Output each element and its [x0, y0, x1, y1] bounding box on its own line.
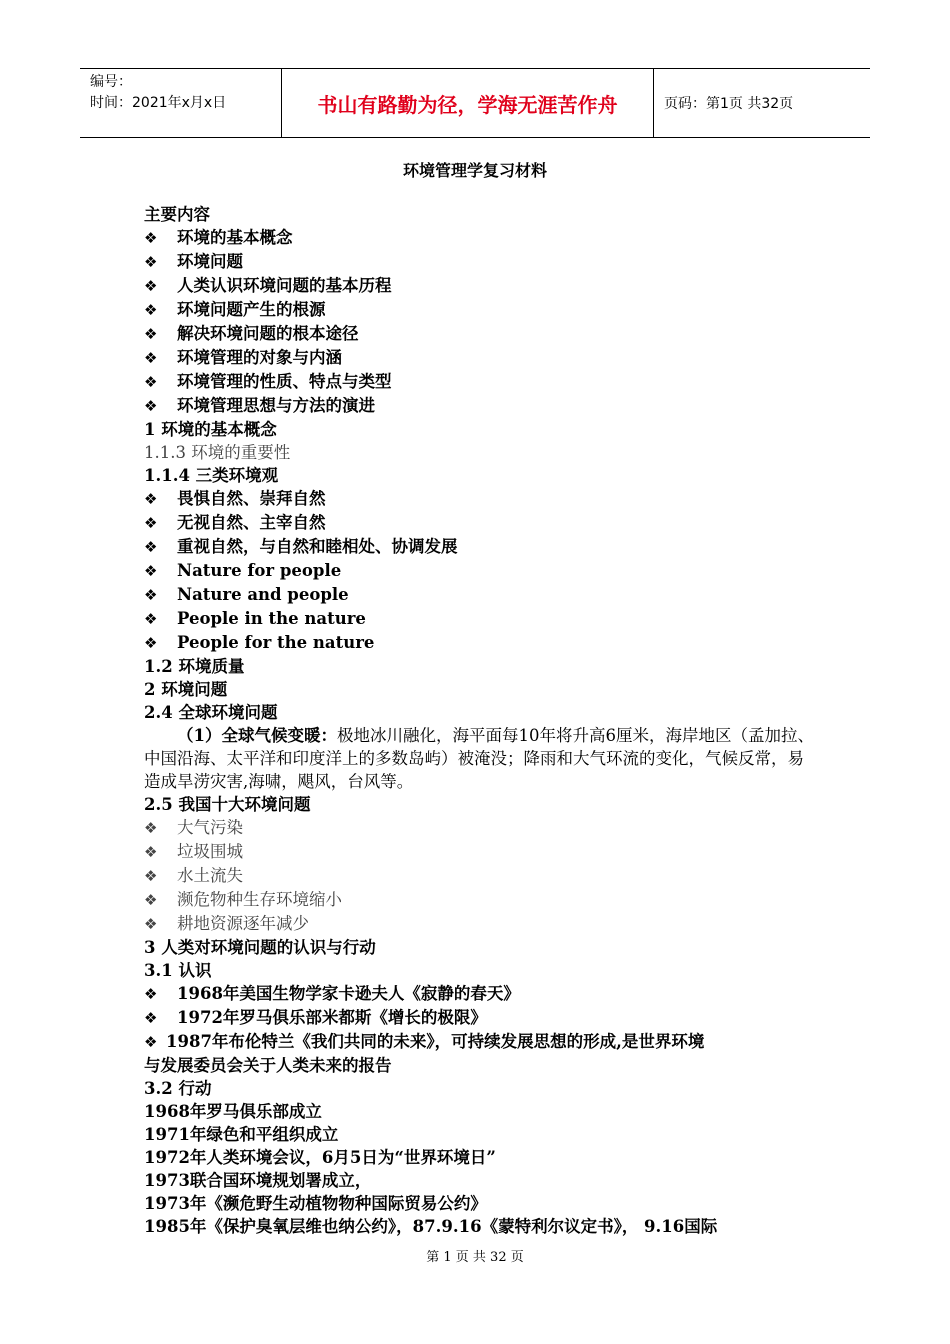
header-page-info: 页码：第1页 共32页	[664, 96, 794, 112]
time-label: 时间：2021年x月x日	[90, 95, 227, 111]
bullet-icon: ❖	[144, 301, 158, 319]
bullet-icon: ❖	[144, 325, 158, 343]
bullet-icon: ❖	[144, 253, 158, 271]
list-item: ❖ 人类认识环境问题的基本历程	[144, 274, 814, 298]
bullet-icon: ❖	[144, 349, 158, 367]
list-item: ❖ People in the nature	[144, 607, 814, 631]
header-meta	[80, 69, 282, 137]
list-item: ❖ Nature for people	[144, 559, 814, 583]
section-heading-2-5: 2.5 我国十大环境问题	[144, 795, 311, 814]
list-item: ❖ 环境管理的性质、特点与类型	[144, 370, 814, 394]
list-item: ❖ 1972年罗马俱乐部米都斯《增长的极限》	[144, 1006, 814, 1030]
list-item: ❖ 环境问题	[144, 250, 814, 274]
list-item: ❖ 水土流失	[144, 864, 814, 888]
bullet-icon: ❖	[144, 373, 158, 391]
list-item: ❖ 环境管理思想与方法的演进	[144, 394, 814, 418]
bullet-icon: ❖	[144, 562, 158, 580]
list-item: 1985年《保护臭氧层维也纳公约》，87.9.16《蒙特利尔议定书》， 9.16国际	[144, 1217, 718, 1236]
section-heading-2: 2 环境问题	[144, 680, 228, 699]
bullet-icon: ❖	[144, 538, 158, 556]
list-item: 1971年绿色和平组织成立	[144, 1125, 339, 1144]
bullet-icon: ❖	[144, 1009, 158, 1027]
list-item: ❖ 环境的基本概念	[144, 226, 814, 250]
bullet-icon: ❖	[144, 610, 158, 628]
list-item: ❖ 1968年美国生物学家卡逊夫人《寂静的春天》	[144, 982, 814, 1006]
climate-text: 极地冰川融化，海平面每10年将升高6厘米，海岸地区（孟加拉、中国沿海、太平洋和印度洋上的多数岛屿）被淹没；降雨和大气环流的变化，气候反常，易造成旱涝灾害,海啸，飓风，台风等。	[144, 726, 814, 791]
list-item: ❖ 环境管理的对象与内涵	[144, 346, 814, 370]
page-footer: 第 1 页 共 32 页	[426, 1250, 524, 1265]
bullet-icon: ❖	[144, 985, 158, 1003]
bullet-icon: ❖	[144, 490, 158, 508]
bullet-icon: ❖	[144, 277, 158, 295]
list-item: 1973联合国环境规划署成立，	[144, 1171, 372, 1190]
bullet-icon: ❖	[144, 843, 158, 861]
climate-lead: （1）全球气候变暖：	[177, 726, 337, 745]
number-label: 编号：	[90, 74, 132, 90]
section-heading-1: 1 环境的基本概念	[144, 420, 277, 439]
document-body	[144, 203, 814, 1238]
list-item: ❖ People for the nature	[144, 631, 814, 655]
section-heading-1-2: 1.2 环境质量	[144, 657, 245, 676]
list-item-continuation: 与发展委员会关于人类未来的报告	[144, 1056, 392, 1075]
bullet-icon: ❖	[144, 915, 158, 933]
section-heading-3: 3 人类对环境问题的认识与行动	[144, 938, 376, 957]
section-heading-3-1: 3.1 认识	[144, 961, 212, 980]
section-heading-1-1-3: 1.1.3 环境的重要性	[144, 443, 291, 462]
list-item: ❖ 垃圾围城	[144, 840, 814, 864]
list-item: ❖ Nature and people	[144, 583, 814, 607]
list-item: 1968年罗马俱乐部成立	[144, 1102, 322, 1121]
list-item: ❖ 环境问题产生的根源	[144, 298, 814, 322]
list-item: 1973年《濒危野生动植物物种国际贸易公约》	[144, 1194, 487, 1213]
bullet-icon: ❖	[144, 586, 158, 604]
document-title: 环境管理学复习材料	[402, 161, 547, 180]
main-heading: 主要内容	[144, 205, 210, 224]
list-item: ❖ 无视自然、主宰自然	[144, 511, 814, 535]
bullet-icon: ❖	[144, 891, 158, 909]
section-heading-2-4: 2.4 全球环境问题	[144, 703, 278, 722]
bullet-icon: ❖	[144, 397, 158, 415]
bullet-icon: ❖	[144, 819, 158, 837]
list-item: ❖ 耕地资源逐年减少	[144, 912, 814, 936]
list-item: ❖ 大气污染	[144, 816, 814, 840]
list-item: ❖ 解决环境问题的根本途径	[144, 322, 814, 346]
bullet-icon: ❖	[144, 634, 158, 652]
list-item: ❖ 重视自然，与自然和睦相处、协调发展	[144, 535, 814, 559]
list-item: ❖ 濒危物种生存环境缩小	[144, 888, 814, 912]
page-header	[80, 68, 870, 138]
bullet-icon: ❖	[144, 867, 158, 885]
section-heading-3-2: 3.2 行动	[144, 1079, 212, 1098]
header-motto: 书山有路勤为径，学海无涯苦作舟	[282, 69, 654, 137]
bullet-icon: ❖	[144, 514, 158, 532]
list-item: 1972年人类环境会议，6月5日为“世界环境日”	[144, 1148, 496, 1167]
list-item: ❖ 1987年布伦特兰《我们共同的未来》，可持续发展思想的形成,是世界环境	[144, 1030, 814, 1054]
bullet-icon: ❖	[144, 229, 158, 247]
climate-paragraph	[144, 724, 814, 793]
list-item: ❖ 畏惧自然、崇拜自然	[144, 487, 814, 511]
section-heading-1-1-4: 1.1.4 三类环境观	[144, 466, 279, 485]
bullet-icon: ❖	[144, 1033, 158, 1051]
